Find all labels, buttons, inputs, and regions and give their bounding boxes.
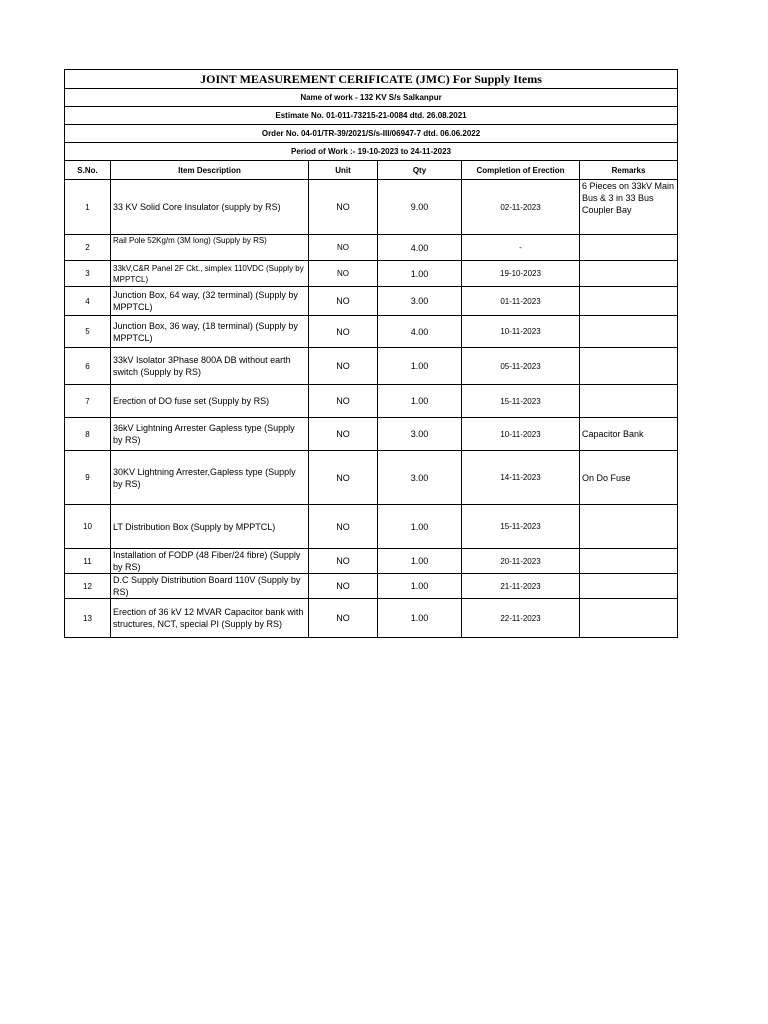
row-sno: 7 bbox=[65, 385, 111, 418]
row-completion: 21-11-2023 bbox=[462, 574, 580, 599]
row-unit: NO bbox=[309, 451, 378, 505]
row-sno: 5 bbox=[65, 316, 111, 348]
row-qty: 4.00 bbox=[378, 316, 462, 348]
row-sno: 11 bbox=[65, 549, 111, 574]
order-number: Order No. 04-01/TR-39/2021/S/s-III/06947-7 dtd. 06.06.2022 bbox=[65, 125, 678, 143]
header-completion: Completion of Erection bbox=[462, 161, 580, 180]
row-description: 36kV Lightning Arrester Gapless type (Supply by RS) bbox=[111, 418, 309, 451]
estimate-number: Estimate No. 01-011-73215-21-0084 dtd. 26.08.2021 bbox=[65, 107, 678, 125]
header-remarks: Remarks bbox=[580, 161, 678, 180]
row-remarks bbox=[580, 287, 678, 316]
row-description: Junction Box, 36 way, (18 terminal) (Supply by MPPTCL) bbox=[111, 316, 309, 348]
row-sno: 4 bbox=[65, 287, 111, 316]
table-row bbox=[65, 599, 678, 638]
header-sno: S.No. bbox=[65, 161, 111, 180]
row-qty: 1.00 bbox=[378, 385, 462, 418]
table-row bbox=[65, 235, 678, 261]
row-unit: NO bbox=[309, 385, 378, 418]
row-remarks bbox=[580, 549, 678, 574]
table-row bbox=[65, 316, 678, 348]
row-sno: 3 bbox=[65, 261, 111, 287]
row-remarks bbox=[580, 348, 678, 385]
row-qty: 4.00 bbox=[378, 235, 462, 261]
row-completion: 14-11-2023 bbox=[462, 451, 580, 505]
row-description: LT Distribution Box (Supply by MPPTCL) bbox=[111, 505, 309, 549]
row-unit: NO bbox=[309, 316, 378, 348]
row-completion: 10-11-2023 bbox=[462, 418, 580, 451]
table-row bbox=[65, 261, 678, 287]
jmc-table bbox=[64, 69, 678, 638]
row-qty: 3.00 bbox=[378, 287, 462, 316]
estimate-row bbox=[65, 107, 678, 125]
row-remarks bbox=[580, 574, 678, 599]
table-row bbox=[65, 385, 678, 418]
row-completion: 05-11-2023 bbox=[462, 348, 580, 385]
name-of-work: Name of work - 132 KV S/s Salkanpur bbox=[65, 89, 678, 107]
row-completion: 19-10-2023 bbox=[462, 261, 580, 287]
row-description: Junction Box, 64 way, (32 terminal) (Supply by MPPTCL) bbox=[111, 287, 309, 316]
document-title: JOINT MEASUREMENT CERIFICATE (JMC) For Supply Items bbox=[65, 70, 678, 89]
table-row bbox=[65, 549, 678, 574]
row-description: Rail Pole 52Kg/m (3M long) (Supply by RS) bbox=[111, 235, 309, 261]
row-completion: - bbox=[462, 235, 580, 261]
row-completion: 15-11-2023 bbox=[462, 385, 580, 418]
row-description: Erection of DO fuse set (Supply by RS) bbox=[111, 385, 309, 418]
row-sno: 10 bbox=[65, 505, 111, 549]
table-row bbox=[65, 451, 678, 505]
title-row bbox=[65, 70, 678, 89]
row-description: 30KV Lightning Arrester,Gapless type (Supply by RS) bbox=[111, 451, 309, 505]
row-remarks bbox=[580, 599, 678, 638]
row-completion: 22-11-2023 bbox=[462, 599, 580, 638]
row-unit: NO bbox=[309, 180, 378, 235]
row-qty: 1.00 bbox=[378, 549, 462, 574]
row-unit: NO bbox=[309, 348, 378, 385]
row-description: D.C Supply Distribution Board 110V (Supply by RS) bbox=[111, 574, 309, 599]
row-unit: NO bbox=[309, 574, 378, 599]
row-completion: 02-11-2023 bbox=[462, 180, 580, 235]
row-qty: 1.00 bbox=[378, 574, 462, 599]
period-row bbox=[65, 143, 678, 161]
row-remarks bbox=[580, 385, 678, 418]
row-unit: NO bbox=[309, 505, 378, 549]
table-row bbox=[65, 505, 678, 549]
order-row bbox=[65, 125, 678, 143]
row-unit: NO bbox=[309, 287, 378, 316]
name-of-work-row bbox=[65, 89, 678, 107]
table-row bbox=[65, 574, 678, 599]
row-sno: 8 bbox=[65, 418, 111, 451]
table-row bbox=[65, 348, 678, 385]
row-description: 33kV Isolator 3Phase 800A DB without earth switch (Supply by RS) bbox=[111, 348, 309, 385]
header-qty: Qty bbox=[378, 161, 462, 180]
row-remarks bbox=[580, 505, 678, 549]
row-remarks: On Do Fuse bbox=[580, 451, 678, 505]
row-sno: 12 bbox=[65, 574, 111, 599]
table-row bbox=[65, 180, 678, 235]
row-unit: NO bbox=[309, 418, 378, 451]
row-sno: 1 bbox=[65, 180, 111, 235]
row-unit: NO bbox=[309, 599, 378, 638]
row-description: Erection of 36 kV 12 MVAR Capacitor bank with structures, NCT, special PI (Supply by RS) bbox=[111, 599, 309, 638]
row-remarks bbox=[580, 316, 678, 348]
row-remarks: Capacitor Bank bbox=[580, 418, 678, 451]
row-qty: 1.00 bbox=[378, 599, 462, 638]
row-sno: 13 bbox=[65, 599, 111, 638]
row-completion: 20-11-2023 bbox=[462, 549, 580, 574]
row-unit: NO bbox=[309, 235, 378, 261]
row-unit: NO bbox=[309, 549, 378, 574]
row-completion: 15-11-2023 bbox=[462, 505, 580, 549]
row-description: 33 KV Solid Core Insulator (supply by RS) bbox=[111, 180, 309, 235]
row-qty: 1.00 bbox=[378, 261, 462, 287]
row-qty: 3.00 bbox=[378, 451, 462, 505]
row-completion: 01-11-2023 bbox=[462, 287, 580, 316]
row-completion: 10-11-2023 bbox=[462, 316, 580, 348]
table-row bbox=[65, 418, 678, 451]
header-unit: Unit bbox=[309, 161, 378, 180]
row-sno: 9 bbox=[65, 451, 111, 505]
row-unit: NO bbox=[309, 261, 378, 287]
row-sno: 2 bbox=[65, 235, 111, 261]
row-remarks bbox=[580, 235, 678, 261]
table-row bbox=[65, 287, 678, 316]
row-remarks: 6 Pieces on 33kV Main Bus & 3 in 33 Bus Coupler Bay bbox=[580, 180, 678, 235]
row-qty: 1.00 bbox=[378, 348, 462, 385]
row-remarks bbox=[580, 261, 678, 287]
header-row bbox=[65, 161, 678, 180]
row-sno: 6 bbox=[65, 348, 111, 385]
row-description: 33kV,C&R Panel 2F Ckt., simplex 110VDC (Supply by MPPTCL) bbox=[111, 261, 309, 287]
row-qty: 9.00 bbox=[378, 180, 462, 235]
row-qty: 1.00 bbox=[378, 505, 462, 549]
header-description: Item Description bbox=[111, 161, 309, 180]
jmc-sheet bbox=[64, 69, 677, 638]
period-of-work: Period of Work :- 19-10-2023 to 24-11-2023 bbox=[65, 143, 678, 161]
row-qty: 3.00 bbox=[378, 418, 462, 451]
row-description: Installation of FODP (48 Fiber/24 fibre) (Supply by RS) bbox=[111, 549, 309, 574]
